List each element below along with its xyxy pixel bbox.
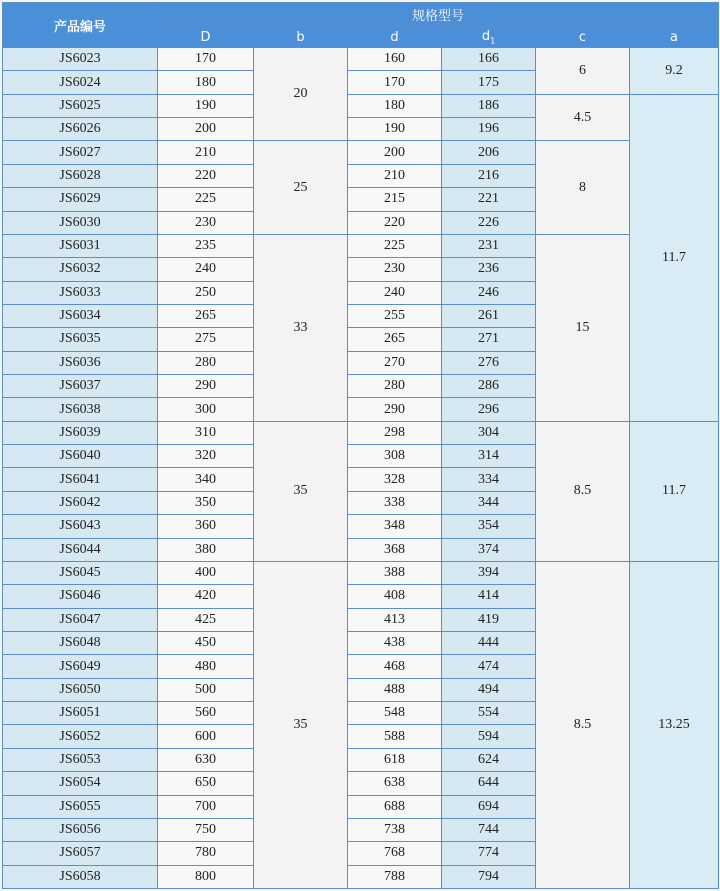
d-cell: 308: [348, 445, 442, 468]
product-code-cell: JS6034: [3, 304, 158, 327]
D-cell: 450: [158, 631, 254, 654]
D-cell: 300: [158, 398, 254, 421]
D-cell: 240: [158, 258, 254, 281]
d1-cell: 374: [442, 538, 536, 561]
d-cell: 368: [348, 538, 442, 561]
d1-cell: 694: [442, 795, 536, 818]
d1-cell: 494: [442, 678, 536, 701]
product-code-cell: JS6025: [3, 94, 158, 117]
d1-cell: 286: [442, 375, 536, 398]
c-cell: 6: [536, 48, 630, 95]
product-code-cell: JS6040: [3, 445, 158, 468]
product-code-cell: JS6029: [3, 188, 158, 211]
product-code-cell: JS6024: [3, 71, 158, 94]
D-cell: 310: [158, 421, 254, 444]
d-cell: 328: [348, 468, 442, 491]
D-cell: 210: [158, 141, 254, 164]
d1-cell: 744: [442, 818, 536, 841]
D-cell: 780: [158, 842, 254, 865]
table-row: [3, 48, 719, 71]
product-code-cell: JS6027: [3, 141, 158, 164]
d-cell: 180: [348, 94, 442, 117]
d1-cell: 334: [442, 468, 536, 491]
D-cell: 170: [158, 48, 254, 71]
d-cell: 488: [348, 678, 442, 701]
D-cell: 230: [158, 211, 254, 234]
d1-cell: 419: [442, 608, 536, 631]
d1-cell: 186: [442, 94, 536, 117]
d1-cell: 236: [442, 258, 536, 281]
table-row: [3, 94, 719, 117]
d-cell: 225: [348, 234, 442, 257]
d-cell: 230: [348, 258, 442, 281]
d-cell: 290: [348, 398, 442, 421]
d-cell: 408: [348, 585, 442, 608]
product-code-cell: JS6052: [3, 725, 158, 748]
product-code-cell: JS6043: [3, 515, 158, 538]
a-cell: 11.7: [630, 421, 719, 561]
d-cell: 388: [348, 561, 442, 584]
d-cell: 255: [348, 304, 442, 327]
d1-cell: 594: [442, 725, 536, 748]
b-cell: 35: [254, 561, 348, 888]
D-cell: 290: [158, 375, 254, 398]
product-code-cell: JS6047: [3, 608, 158, 631]
d-cell: 468: [348, 655, 442, 678]
d-cell: 438: [348, 631, 442, 654]
d-cell: 240: [348, 281, 442, 304]
product-code-cell: JS6037: [3, 375, 158, 398]
col-header-D: D: [158, 27, 254, 48]
product-code-cell: JS6026: [3, 118, 158, 141]
d1-cell: 276: [442, 351, 536, 374]
product-code-cell: JS6050: [3, 678, 158, 701]
d1-cell: 794: [442, 865, 536, 888]
d-cell: 413: [348, 608, 442, 631]
D-cell: 425: [158, 608, 254, 631]
d-cell: 738: [348, 818, 442, 841]
d1-cell: 394: [442, 561, 536, 584]
d1-cell: 166: [442, 48, 536, 71]
d1-cell: 261: [442, 304, 536, 327]
D-cell: 380: [158, 538, 254, 561]
product-code-cell: JS6045: [3, 561, 158, 584]
product-code-cell: JS6051: [3, 702, 158, 725]
d1-subscript: 1: [490, 36, 496, 46]
b-cell: 33: [254, 234, 348, 421]
spec-header: 规格型号: [158, 3, 719, 27]
d1-cell: 206: [442, 141, 536, 164]
product-code-cell: JS6042: [3, 491, 158, 514]
b-cell: 20: [254, 48, 348, 141]
d1-cell: 296: [442, 398, 536, 421]
c-cell: 8.5: [536, 421, 630, 561]
D-cell: 750: [158, 818, 254, 841]
table-row: [3, 141, 719, 164]
d1-cell: 226: [442, 211, 536, 234]
d1-cell: 554: [442, 702, 536, 725]
D-cell: 400: [158, 561, 254, 584]
product-code-cell: JS6035: [3, 328, 158, 351]
c-cell: 8.5: [536, 561, 630, 888]
D-cell: 280: [158, 351, 254, 374]
spec-table: [2, 2, 719, 889]
D-cell: 420: [158, 585, 254, 608]
d-cell: 638: [348, 772, 442, 795]
col-header-a: a: [630, 27, 719, 48]
d-cell: 160: [348, 48, 442, 71]
d1-cell: 221: [442, 188, 536, 211]
D-cell: 250: [158, 281, 254, 304]
a-cell: 9.2: [630, 48, 719, 95]
D-cell: 180: [158, 71, 254, 94]
product-code-header: 产品编号: [3, 3, 158, 48]
d-cell: 280: [348, 375, 442, 398]
d1-cell: 774: [442, 842, 536, 865]
D-cell: 200: [158, 118, 254, 141]
D-cell: 500: [158, 678, 254, 701]
d1-cell: 414: [442, 585, 536, 608]
col-header-d1: [442, 27, 536, 48]
d-cell: 688: [348, 795, 442, 818]
D-cell: 350: [158, 491, 254, 514]
table-row: [3, 421, 719, 444]
d-cell: 210: [348, 164, 442, 187]
d-cell: 618: [348, 748, 442, 771]
product-code-cell: JS6053: [3, 748, 158, 771]
d-cell: 348: [348, 515, 442, 538]
product-code-cell: JS6055: [3, 795, 158, 818]
product-code-cell: JS6054: [3, 772, 158, 795]
c-cell: 15: [536, 234, 630, 421]
d-cell: 190: [348, 118, 442, 141]
d-cell: 270: [348, 351, 442, 374]
d-cell: 170: [348, 71, 442, 94]
d-cell: 548: [348, 702, 442, 725]
table-body: [3, 48, 719, 889]
D-cell: 560: [158, 702, 254, 725]
d-cell: 588: [348, 725, 442, 748]
D-cell: 265: [158, 304, 254, 327]
product-code-cell: JS6056: [3, 818, 158, 841]
d1-base: d: [481, 28, 491, 44]
D-cell: 650: [158, 772, 254, 795]
D-cell: 320: [158, 445, 254, 468]
d-cell: 265: [348, 328, 442, 351]
b-cell: 25: [254, 141, 348, 234]
d1-cell: 644: [442, 772, 536, 795]
D-cell: 340: [158, 468, 254, 491]
table-row: [3, 234, 719, 257]
D-cell: 220: [158, 164, 254, 187]
d1-cell: 216: [442, 164, 536, 187]
D-cell: 480: [158, 655, 254, 678]
product-code-cell: JS6033: [3, 281, 158, 304]
product-code-cell: JS6057: [3, 842, 158, 865]
D-cell: 700: [158, 795, 254, 818]
product-code-cell: JS6039: [3, 421, 158, 444]
d1-cell: 444: [442, 631, 536, 654]
a-cell: 13.25: [630, 561, 719, 888]
product-code-cell: JS6030: [3, 211, 158, 234]
d-cell: 298: [348, 421, 442, 444]
b-cell: 35: [254, 421, 348, 561]
c-cell: 4.5: [536, 94, 630, 141]
D-cell: 190: [158, 94, 254, 117]
d1-cell: 246: [442, 281, 536, 304]
D-cell: 800: [158, 865, 254, 888]
d1-cell: 271: [442, 328, 536, 351]
col-header-b: b: [254, 27, 348, 48]
d-cell: 220: [348, 211, 442, 234]
product-code-cell: JS6058: [3, 865, 158, 888]
product-code-cell: JS6048: [3, 631, 158, 654]
product-code-cell: JS6046: [3, 585, 158, 608]
d1-cell: 624: [442, 748, 536, 771]
d1-cell: 304: [442, 421, 536, 444]
d-cell: 338: [348, 491, 442, 514]
col-header-d: d: [348, 27, 442, 48]
d-cell: 215: [348, 188, 442, 211]
D-cell: 630: [158, 748, 254, 771]
D-cell: 600: [158, 725, 254, 748]
product-code-cell: JS6041: [3, 468, 158, 491]
D-cell: 235: [158, 234, 254, 257]
D-cell: 360: [158, 515, 254, 538]
d1-cell: 231: [442, 234, 536, 257]
d1-cell: 314: [442, 445, 536, 468]
d1-cell: 474: [442, 655, 536, 678]
product-code-cell: JS6023: [3, 48, 158, 71]
D-cell: 275: [158, 328, 254, 351]
a-cell: 11.7: [630, 94, 719, 421]
d1-cell: 196: [442, 118, 536, 141]
d-cell: 788: [348, 865, 442, 888]
d-cell: 768: [348, 842, 442, 865]
product-code-cell: JS6036: [3, 351, 158, 374]
c-cell: 8: [536, 141, 630, 234]
d1-cell: 354: [442, 515, 536, 538]
col-header-c: c: [536, 27, 630, 48]
product-code-cell: JS6044: [3, 538, 158, 561]
product-code-cell: JS6038: [3, 398, 158, 421]
d-cell: 200: [348, 141, 442, 164]
D-cell: 225: [158, 188, 254, 211]
product-code-cell: JS6028: [3, 164, 158, 187]
table-row: [3, 561, 719, 584]
d1-cell: 175: [442, 71, 536, 94]
d1-cell: 344: [442, 491, 536, 514]
product-code-cell: JS6032: [3, 258, 158, 281]
product-code-cell: JS6049: [3, 655, 158, 678]
product-code-cell: JS6031: [3, 234, 158, 257]
